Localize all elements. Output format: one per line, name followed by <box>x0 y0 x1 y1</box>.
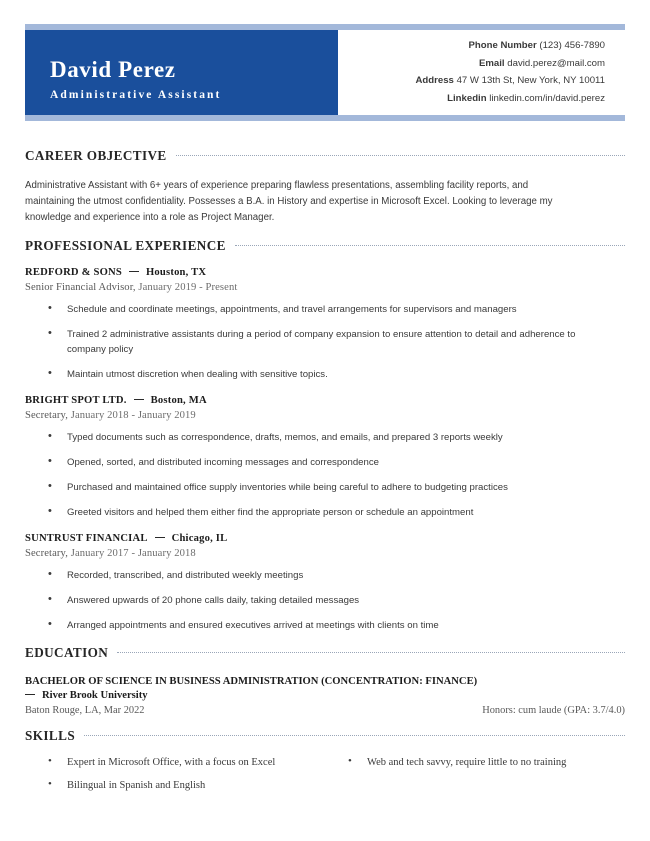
experience-company: BRIGHT SPOT LTD. <box>25 395 127 406</box>
career-objective-text: Administrative Assistant with 6+ years of experience preparing flawless presentations, assembling facility reports, and maintaining the utmost confidentiality. Possesses a B.A. in History and expertise in Microsoft Excel. Looking to leverage my knowledge and experience into a role as Project Manager. <box>25 180 553 223</box>
contact-phone-value: (123) 456-7890 <box>539 40 605 51</box>
experience-bullet-list <box>25 568 625 633</box>
experience-bullet-list <box>25 302 625 382</box>
experience-entry <box>25 267 625 382</box>
list-item: • Expert in Microsoft Office, with a focus on Excel <box>25 755 325 771</box>
experience-dates: January 2018 - January 2019 <box>70 410 196 421</box>
experience-entry <box>25 533 625 633</box>
heading-dotted-rule <box>117 652 625 654</box>
contact-address-value: 47 W 13th St, New York, NY 10011 <box>456 75 605 86</box>
experience-company-line <box>25 395 625 406</box>
contact-address-label: Address <box>415 75 454 86</box>
contact-phone-label: Phone Number <box>468 40 537 51</box>
dash-separator-icon <box>25 694 35 695</box>
contact-phone <box>338 37 605 55</box>
education-heading <box>25 645 625 661</box>
experience-role-line <box>25 282 625 293</box>
experience-company-line <box>25 533 625 544</box>
list-item: • Bilingual in Spanish and English <box>25 778 325 794</box>
contact-email-value[interactable]: david.perez@mail.com <box>507 57 605 69</box>
list-item: • Arranged appointments and ensured executives arrived at meetings with clients on time <box>25 618 625 633</box>
dash-separator-icon <box>155 537 165 538</box>
list-item: • Web and tech savvy, require little to no training <box>325 755 625 771</box>
resume-content <box>0 136 650 800</box>
experience-role: Secretary, <box>25 548 68 559</box>
section-career-objective <box>0 148 650 226</box>
section-education <box>0 645 650 716</box>
list-item: • Trained 2 administrative assistants during a period of company expansion to ensure attention to detail and adherence to company policy <box>25 327 625 357</box>
experience-role: Senior Financial Advisor, <box>25 282 136 293</box>
name-block <box>25 30 338 115</box>
contact-linkedin-value[interactable]: linkedin.com/in/david.perez <box>489 92 605 104</box>
dash-separator-icon <box>134 399 144 400</box>
experience-role-line <box>25 548 625 559</box>
section-professional-experience <box>0 238 650 633</box>
section-title-skills: SKILLS <box>25 728 76 743</box>
header-body <box>25 30 625 115</box>
skills-heading <box>25 728 625 744</box>
education-school: River Brook University <box>42 690 148 701</box>
experience-bullet-list <box>25 430 625 520</box>
experience-location: Houston, TX <box>145 267 207 278</box>
experience-dates: January 2019 - Present <box>138 282 238 293</box>
education-honors: Honors: cum laude (GPA: 3.7/4.0) <box>482 705 625 716</box>
list-item: • Answered upwards of 20 phone calls daily, taking detailed messages <box>25 593 625 608</box>
experience-company-line <box>25 267 625 278</box>
skills-list-left <box>25 755 325 793</box>
candidate-name: David Perez <box>50 57 176 83</box>
section-title-education: EDUCATION <box>25 645 109 660</box>
contact-linkedin <box>338 90 605 108</box>
contact-address <box>338 72 605 90</box>
dash-separator-icon <box>129 271 139 272</box>
education-meta <box>25 705 625 716</box>
section-title-career-objective: CAREER OBJECTIVE <box>25 148 167 163</box>
experience-role-line <box>25 410 625 421</box>
skills-column-right <box>325 755 625 800</box>
education-entry <box>25 674 625 716</box>
candidate-job-title: Administrative Assistant <box>50 89 222 102</box>
experience-company: SUNTRUST FINANCIAL <box>25 533 148 544</box>
heading-dotted-rule <box>84 735 625 737</box>
skills-columns <box>25 755 625 800</box>
contact-email <box>338 55 605 73</box>
education-location-date: Baton Rouge, LA, Mar 2022 <box>25 705 145 716</box>
section-skills <box>0 728 650 800</box>
skills-column-left <box>25 755 325 800</box>
career-objective-heading <box>25 148 625 164</box>
education-school-line <box>25 690 625 701</box>
list-item: • Opened, sorted, and distributed incoming messages and correspondence <box>25 455 625 470</box>
experience-entry <box>25 395 625 520</box>
experience-role: Secretary, <box>25 410 68 421</box>
experience-company: REDFORD & SONS <box>25 267 122 278</box>
education-degree: BACHELOR OF SCIENCE IN BUSINESS ADMINISTRATION (CONCENTRATION: FINANCE) <box>25 676 478 687</box>
professional-experience-heading <box>25 238 625 254</box>
contact-block <box>338 30 625 115</box>
experience-location: Boston, MA <box>150 395 207 406</box>
experience-dates: January 2017 - January 2018 <box>70 548 196 559</box>
section-title-professional-experience: PROFESSIONAL EXPERIENCE <box>25 238 226 253</box>
list-item: • Greeted visitors and helped them either find the appropriate person or schedule an appointment <box>25 505 625 520</box>
resume-header <box>25 24 625 121</box>
experience-location: Chicago, IL <box>171 533 228 544</box>
list-item: • Typed documents such as correspondence, drafts, memos, and emails, and prepared 3 reports weekly <box>25 430 625 445</box>
skills-list-right <box>325 755 625 771</box>
list-item: • Recorded, transcribed, and distributed weekly meetings <box>25 568 625 583</box>
header-bottom-rule <box>25 115 625 121</box>
heading-dotted-rule <box>176 155 625 157</box>
contact-email-label: Email <box>479 57 505 69</box>
heading-dotted-rule <box>235 245 625 247</box>
list-item: • Purchased and maintained office supply inventories while being careful to adhere to budgeting practices <box>25 480 625 495</box>
list-item: • Schedule and coordinate meetings, appointments, and travel arrangements for supervisors and managers <box>25 302 625 317</box>
list-item: • Maintain utmost discretion when dealing with sensitive topics. <box>25 367 625 382</box>
contact-linkedin-label: Linkedin <box>447 92 487 104</box>
